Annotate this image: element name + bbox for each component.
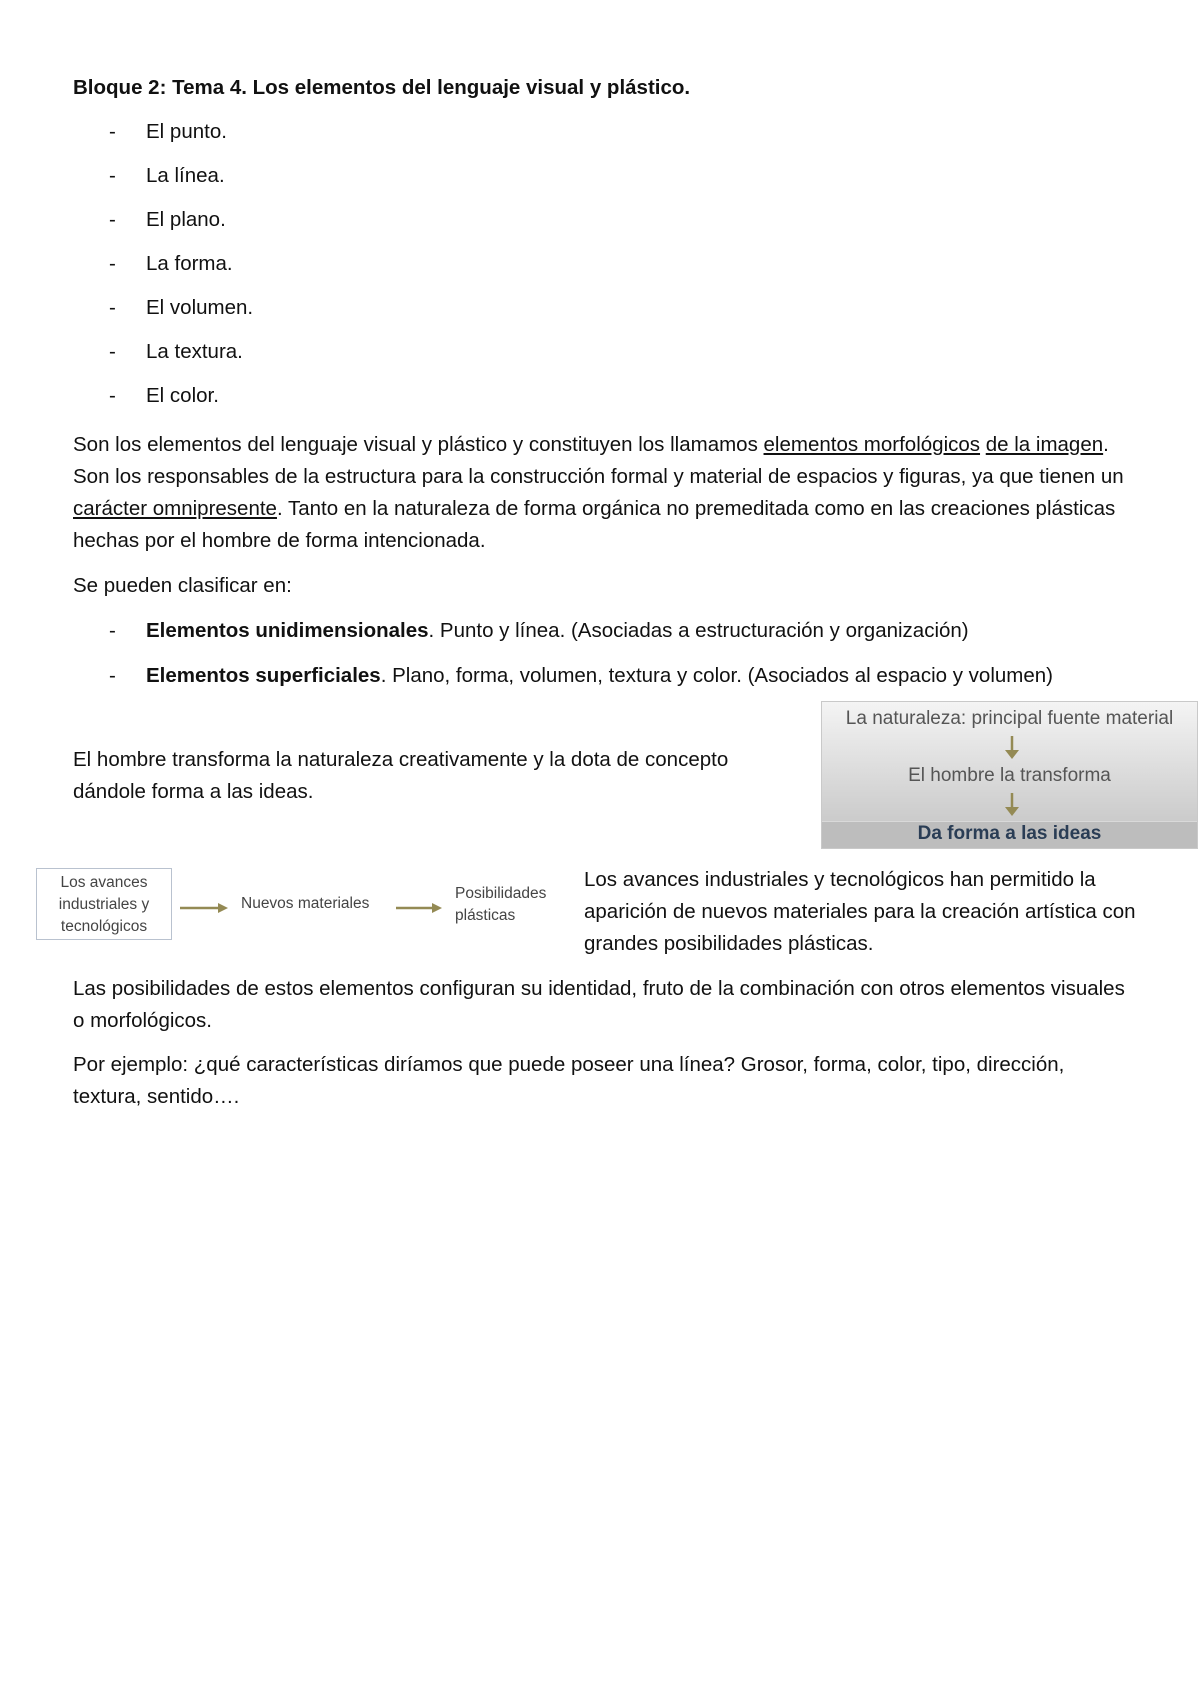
intro-text-4: . Tanto en la naturaleza de forma orgánica no premeditada como en las creaciones plásticas hechas por el hombre de forma intencionada. xyxy=(73,497,1116,552)
list-item xyxy=(73,380,253,424)
arrow-right-icon xyxy=(396,903,442,913)
intro-paragraph xyxy=(73,429,1133,557)
bullet-dash: - xyxy=(109,164,116,187)
list-item-text: El volumen. xyxy=(146,296,254,319)
bullet-dash: - xyxy=(109,252,116,275)
flow-step-materials: Nuevos materiales xyxy=(241,895,370,912)
term-elementos-morfologicos: elementos morfológicos xyxy=(763,433,981,456)
intro-text-1: Son los elementos del lenguaje visual y plástico y constituyen los llamamos xyxy=(73,433,764,456)
classification-term: Elementos superficiales xyxy=(146,664,381,687)
bullet-dash: - xyxy=(109,340,116,363)
classify-intro: Se pueden clasificar en: xyxy=(73,574,292,597)
list-item-text: El plano. xyxy=(146,208,226,231)
list-item xyxy=(73,615,1053,660)
nature-flow-diagram xyxy=(821,701,1198,849)
bullet-dash: - xyxy=(109,120,116,143)
example-paragraph: Por ejemplo: ¿qué características diríamos que puede poseer una línea? Grosor, forma, color, tipo, dirección, textura, sentido…. xyxy=(73,1053,1065,1108)
arrow-down-icon xyxy=(1005,793,1019,816)
bullet-dash: - xyxy=(109,384,116,407)
advances-paragraph: Los avances industriales y tecnológicos han permitido la aparición de nuevos materiales para la creación artística con grandes posibilidades plásticas. xyxy=(584,868,1136,955)
list-item xyxy=(73,248,253,292)
list-item xyxy=(73,204,253,248)
classification-list xyxy=(73,615,1053,705)
classification-desc: . Punto y línea. (Asociadas a estructuración y organización) xyxy=(428,619,969,642)
diagram-step-2: El hombre la transforma xyxy=(908,765,1111,786)
elements-list xyxy=(73,116,253,424)
list-item xyxy=(73,660,1053,705)
bullet-dash: - xyxy=(109,664,116,687)
list-item-text: El punto. xyxy=(146,120,227,143)
bullet-dash: - xyxy=(109,619,116,642)
arrow-right-icon xyxy=(180,903,228,913)
diagram-step-1: La naturaleza: principal fuente material xyxy=(845,708,1174,729)
intro-text-3: . Son los responsables de la estructura para la construcción formal y material de espacios y figuras, ya que tienen un xyxy=(73,433,1124,488)
transform-paragraph: El hombre transforma la naturaleza creativamente y la dota de concepto dándole forma a las ideas. xyxy=(73,748,729,803)
advances-box: Los avances industriales y tecnológicos xyxy=(36,868,172,940)
list-item-text: La línea. xyxy=(146,164,225,187)
arrow-down-icon xyxy=(1005,736,1019,759)
list-item xyxy=(73,336,253,380)
diagram-step-3: Da forma a las ideas xyxy=(917,823,1102,844)
term-caracter-omnipresente: carácter omnipresente xyxy=(73,497,277,520)
flow-step-possibilities: Posibilidades plásticas xyxy=(455,885,547,924)
list-item xyxy=(73,116,253,160)
list-item-text: La textura. xyxy=(146,340,243,363)
list-item xyxy=(73,160,253,204)
list-item xyxy=(73,292,253,336)
page-title: Bloque 2: Tema 4. Los elementos del lenguaje visual y plástico. xyxy=(73,76,691,99)
identity-paragraph: Las posibilidades de estos elementos configuran su identidad, fruto de la combinación con otros elementos visuales o morfológicos. xyxy=(73,977,1125,1032)
term-de-la-imagen: de la imagen xyxy=(985,433,1104,456)
bullet-dash: - xyxy=(109,296,116,319)
classification-term: Elementos unidimensionales xyxy=(146,619,429,642)
list-item-text: El color. xyxy=(146,384,219,407)
advances-flow-diagram xyxy=(36,866,566,946)
classification-desc: . Plano, forma, volumen, textura y color. (Asociados al espacio y volumen) xyxy=(380,664,1053,687)
list-item-text: La forma. xyxy=(146,252,233,275)
bullet-dash: - xyxy=(109,208,116,231)
